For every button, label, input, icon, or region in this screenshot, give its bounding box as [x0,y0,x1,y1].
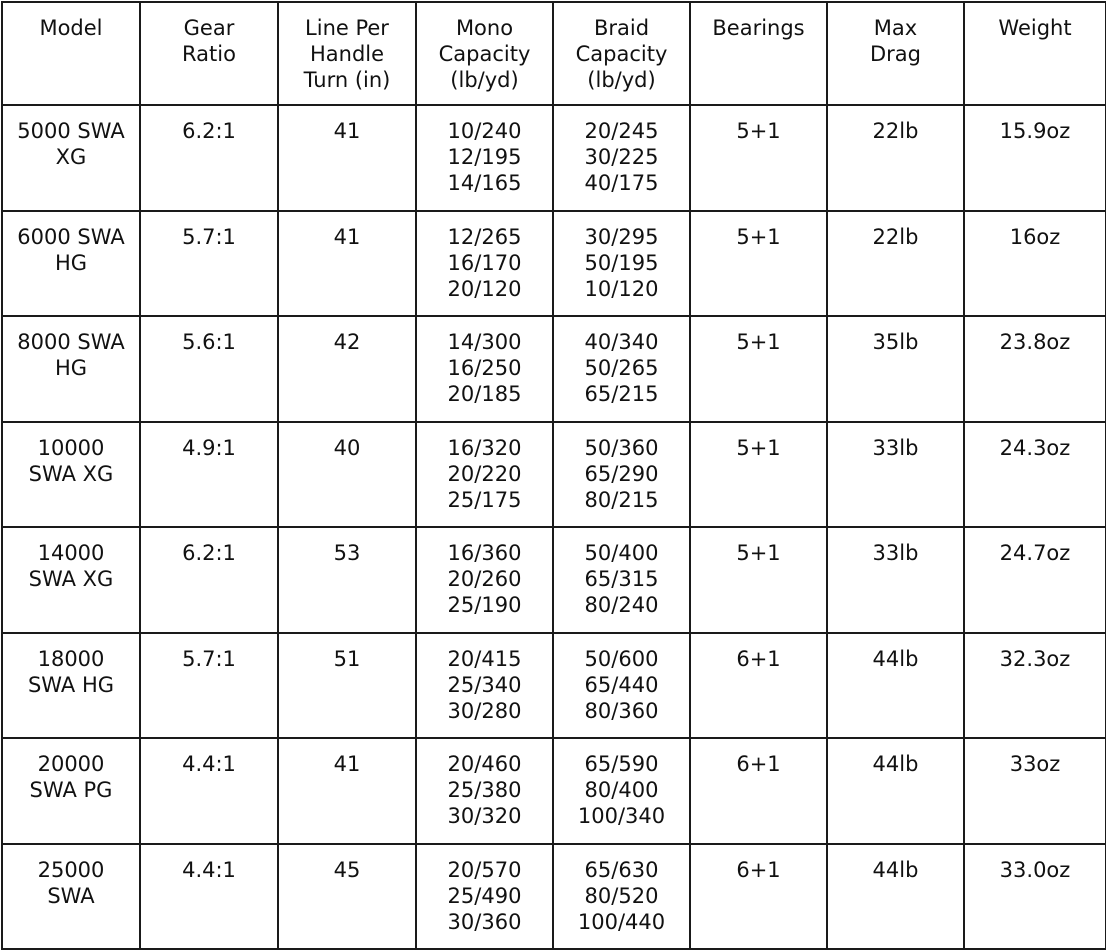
cell-weight-line: 24.7oz [999,541,1071,565]
cell-braid-capacity-line: 65/215 [584,382,659,406]
cell-mono-capacity-line: 20/120 [447,276,522,301]
cell-mono-capacity-line: 25/175 [447,487,522,512]
cell-mono-capacity-line: 25/380 [447,778,522,802]
cell-model-line: 6000 SWA [17,224,125,249]
cell-mono-capacity-line: 12/265 [447,224,522,249]
cell-braid-capacity-line: 10/120 [584,276,659,301]
cell-model-line: 25000 [37,857,105,882]
cell-weight-line: 16oz [1009,224,1061,249]
table-row [2,422,1106,528]
column-header-braid-capacity-line: Braid [593,16,650,40]
cell-mono-capacity-line: 20/220 [447,461,522,486]
cell-braid-capacity-line: 65/290 [584,461,659,486]
table-row [2,633,1106,739]
cell-model [2,633,140,739]
cell-max-drag [827,316,964,422]
cell-mono-capacity-line: 16/320 [447,435,522,460]
cell-max-drag-line: 33lb [872,541,919,565]
cell-model-line: HG [54,356,88,380]
column-header-braid-capacity-line: Capacity [575,42,668,66]
cell-braid-capacity [553,633,690,739]
table-row [2,738,1106,844]
cell-model [2,527,140,633]
cell-model-line: 18000 [37,646,105,671]
cell-bearings [690,211,827,317]
column-header-gear-ratio [140,2,278,105]
column-header-weight [964,2,1106,105]
cell-braid-capacity-line: 50/400 [584,541,659,565]
cell-mono-capacity-line: 30/360 [447,909,522,934]
column-header-model [2,2,140,105]
cell-line-per-turn [278,527,416,633]
cell-bearings [690,738,827,844]
cell-gear-ratio-line: 5.7:1 [182,224,236,249]
table-row [2,211,1106,317]
cell-braid-capacity-line: 80/215 [584,487,659,512]
cell-max-drag [827,527,964,633]
cell-line-per-turn [278,633,416,739]
cell-max-drag-line: 44lb [872,752,919,776]
cell-weight [964,422,1106,528]
cell-model [2,738,140,844]
cell-gear-ratio [140,527,278,633]
cell-bearings-line: 5+1 [736,330,781,354]
cell-braid-capacity-line: 100/340 [577,804,666,828]
cell-bearings-line: 5+1 [736,119,781,143]
cell-braid-capacity [553,211,690,317]
cell-model-line: HG [54,250,88,275]
cell-model-line: 8000 SWA [17,330,125,354]
cell-line-per-turn-line: 42 [333,330,361,354]
cell-max-drag [827,633,964,739]
cell-mono-capacity [416,316,553,422]
cell-gear-ratio [140,211,278,317]
cell-model-line: SWA XG [28,461,114,486]
table-row [2,527,1106,633]
cell-bearings-line: 5+1 [736,435,781,460]
cell-model-line: SWA HG [27,672,115,697]
cell-mono-capacity-line: 30/320 [447,804,522,828]
cell-mono-capacity-line: 16/170 [447,250,522,275]
cell-bearings-line: 5+1 [736,541,781,565]
cell-max-drag [827,422,964,528]
cell-braid-capacity-line: 50/360 [584,435,659,460]
cell-mono-capacity [416,844,553,950]
column-header-line-per-turn-line: Turn (in) [303,68,391,92]
table-row [2,844,1106,950]
column-header-mono-capacity-line: Mono [455,16,514,40]
cell-braid-capacity [553,316,690,422]
cell-mono-capacity-line: 20/260 [447,567,522,591]
column-header-max-drag-line: Drag [869,42,921,66]
cell-line-per-turn [278,738,416,844]
cell-mono-capacity [416,105,553,211]
cell-braid-capacity-line: 65/630 [584,857,659,882]
cell-max-drag-line: 22lb [872,119,919,143]
cell-line-per-turn-line: 51 [333,646,361,671]
cell-line-per-turn [278,211,416,317]
cell-braid-capacity-line: 80/360 [584,698,659,723]
cell-gear-ratio-line: 6.2:1 [182,541,236,565]
cell-braid-capacity-line: 65/590 [584,752,659,776]
cell-braid-capacity-line: 30/225 [584,145,659,169]
cell-gear-ratio-line: 4.9:1 [182,435,236,460]
cell-bearings [690,527,827,633]
cell-braid-capacity-line: 65/315 [584,567,659,591]
cell-mono-capacity-line: 16/360 [447,541,522,565]
cell-mono-capacity-line: 25/490 [447,883,522,908]
cell-mono-capacity-line: 25/190 [447,593,522,617]
cell-weight [964,738,1106,844]
cell-braid-capacity-line: 50/195 [584,250,659,275]
cell-braid-capacity [553,422,690,528]
cell-model-line: SWA [47,883,95,908]
cell-max-drag-line: 22lb [872,224,919,249]
column-header-braid-capacity-line: (lb/yd) [587,68,656,92]
cell-model [2,316,140,422]
cell-model-line: 5000 SWA [17,119,125,143]
column-header-line-per-turn-line: Handle [309,42,385,66]
cell-gear-ratio [140,633,278,739]
cell-gear-ratio [140,316,278,422]
cell-model-line: 10000 [37,435,105,460]
cell-weight-line: 32.3oz [999,646,1071,671]
cell-gear-ratio [140,105,278,211]
column-header-bearings-line: Bearings [712,16,805,40]
cell-line-per-turn [278,105,416,211]
cell-model [2,844,140,950]
cell-weight-line: 33.0oz [999,857,1071,882]
column-header-line-per-turn-line: Line Per [305,16,389,40]
cell-max-drag-line: 33lb [872,435,919,460]
cell-bearings [690,422,827,528]
cell-braid-capacity-line: 50/265 [584,356,659,380]
cell-mono-capacity-line: 20/570 [447,857,522,882]
cell-model [2,211,140,317]
table-body [2,105,1106,949]
cell-braid-capacity-line: 100/440 [577,909,666,934]
cell-mono-capacity-line: 14/300 [447,330,522,354]
cell-mono-capacity-line: 20/185 [447,382,522,406]
cell-mono-capacity-line: 14/165 [447,171,522,195]
column-header-mono-capacity-line: (lb/yd) [450,68,519,92]
cell-weight-line: 23.8oz [999,330,1071,354]
cell-mono-capacity-line: 20/460 [447,752,522,776]
cell-model [2,105,140,211]
cell-line-per-turn-line: 40 [333,435,361,460]
cell-braid-capacity [553,105,690,211]
cell-bearings-line: 6+1 [736,646,781,671]
cell-braid-capacity [553,844,690,950]
cell-braid-capacity-line: 50/600 [584,646,659,671]
cell-braid-capacity-line: 40/175 [584,171,659,195]
cell-max-drag-line: 44lb [872,857,919,882]
table-row [2,316,1106,422]
cell-mono-capacity [416,211,553,317]
cell-weight [964,527,1106,633]
cell-gear-ratio-line: 4.4:1 [182,857,236,882]
cell-gear-ratio-line: 5.7:1 [182,646,236,671]
cell-braid-capacity-line: 80/240 [584,593,659,617]
cell-mono-capacity-line: 20/415 [447,646,522,671]
cell-gear-ratio-line: 4.4:1 [182,752,236,776]
cell-model [2,422,140,528]
cell-max-drag [827,738,964,844]
cell-weight [964,211,1106,317]
cell-mono-capacity [416,633,553,739]
column-header-max-drag [827,2,964,105]
cell-max-drag-line: 44lb [872,646,919,671]
column-header-braid-capacity [553,2,690,105]
cell-gear-ratio-line: 5.6:1 [182,330,236,354]
cell-braid-capacity-line: 20/245 [584,119,659,143]
cell-bearings-line: 6+1 [736,857,781,882]
cell-line-per-turn-line: 41 [333,119,361,143]
cell-gear-ratio [140,738,278,844]
cell-model-line: SWA PG [29,778,113,802]
column-header-mono-capacity [416,2,553,105]
header-row [2,2,1106,105]
cell-mono-capacity [416,527,553,633]
cell-model-line: 14000 [37,541,105,565]
column-header-weight-line: Weight [998,16,1072,40]
cell-bearings [690,844,827,950]
cell-mono-capacity-line: 12/195 [447,145,522,169]
cell-max-drag-line: 35lb [872,330,919,354]
cell-gear-ratio [140,844,278,950]
cell-weight-line: 33oz [1009,752,1061,776]
cell-max-drag [827,105,964,211]
cell-gear-ratio-line: 6.2:1 [182,119,236,143]
table-header [2,2,1106,105]
cell-model-line: 20000 [37,752,105,776]
cell-weight-line: 15.9oz [999,119,1071,143]
cell-bearings [690,105,827,211]
cell-mono-capacity [416,422,553,528]
cell-line-per-turn-line: 45 [333,857,361,882]
table-row [2,105,1106,211]
cell-bearings-line: 6+1 [736,752,781,776]
cell-braid-capacity-line: 65/440 [584,672,659,697]
cell-mono-capacity-line: 16/250 [447,356,522,380]
cell-mono-capacity-line: 25/340 [447,672,522,697]
column-header-mono-capacity-line: Capacity [438,42,531,66]
cell-braid-capacity [553,738,690,844]
reel-specs-table [1,1,1106,950]
cell-gear-ratio [140,422,278,528]
column-header-gear-ratio-line: Ratio [182,42,236,66]
cell-braid-capacity-line: 80/400 [584,778,659,802]
column-header-line-per-turn [278,2,416,105]
cell-braid-capacity [553,527,690,633]
cell-weight [964,105,1106,211]
cell-weight [964,633,1106,739]
cell-braid-capacity-line: 30/295 [584,224,659,249]
cell-line-per-turn [278,422,416,528]
cell-bearings-line: 5+1 [736,224,781,249]
column-header-model-line: Model [39,16,103,40]
cell-model-line: SWA XG [28,567,114,591]
cell-line-per-turn-line: 41 [333,752,361,776]
cell-bearings [690,633,827,739]
cell-weight [964,316,1106,422]
cell-line-per-turn [278,316,416,422]
cell-model-line: XG [55,145,87,169]
cell-weight [964,844,1106,950]
cell-mono-capacity [416,738,553,844]
cell-mono-capacity-line: 10/240 [447,119,522,143]
cell-max-drag [827,211,964,317]
cell-braid-capacity-line: 80/520 [584,883,659,908]
cell-max-drag [827,844,964,950]
column-header-bearings [690,2,827,105]
column-header-gear-ratio-line: Gear [183,16,235,40]
column-header-max-drag-line: Max [873,16,918,40]
cell-line-per-turn-line: 53 [333,541,361,565]
cell-weight-line: 24.3oz [999,435,1071,460]
cell-line-per-turn [278,844,416,950]
cell-bearings [690,316,827,422]
cell-line-per-turn-line: 41 [333,224,361,249]
cell-mono-capacity-line: 30/280 [447,698,522,723]
cell-braid-capacity-line: 40/340 [584,330,659,354]
